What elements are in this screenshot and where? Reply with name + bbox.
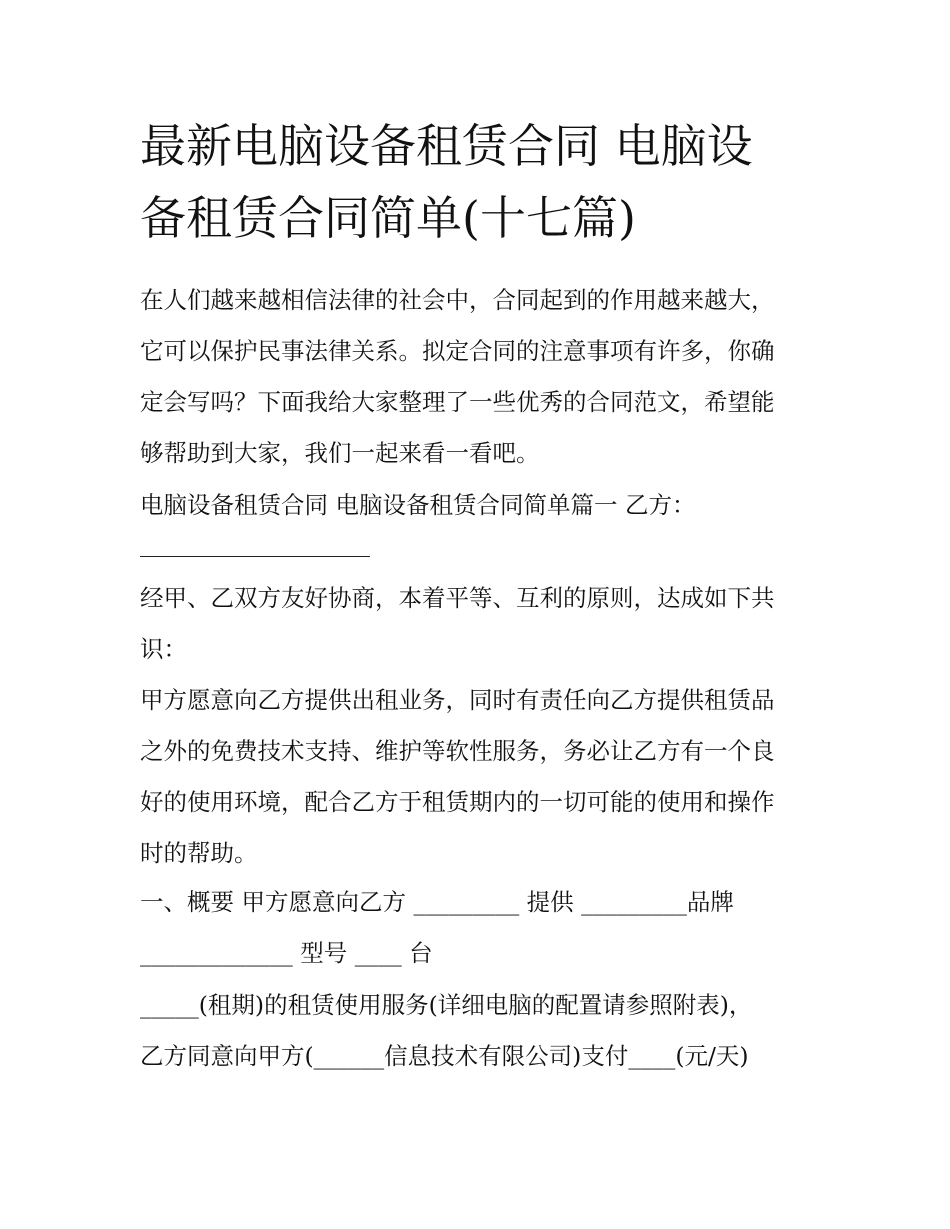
service-line-3: 好的使用环境，配合乙方于租赁期内的一切可能的使用和操作 (140, 788, 775, 816)
intro-line-3: 定会写吗？下面我给大家整理了一些优秀的合同范文，希望能 (140, 388, 775, 416)
section-heading: 电脑设备租赁合同 电脑设备租赁合同简单篇一 乙方： (140, 491, 696, 519)
service-line-1: 甲方愿意向乙方提供出租业务，同时有责任向乙方提供租赁品 (140, 686, 775, 714)
document-title-line-1: 最新电脑设备租赁合同 电脑设 (140, 119, 753, 173)
service-line-2: 之外的免费技术支持、维护等软性服务，务必让乙方有一个良 (140, 737, 775, 765)
service-line-4: 时的帮助。 (140, 839, 258, 867)
intro-line-1: 在人们越来越相信法律的社会中，合同起到的作用越来越大， (140, 286, 775, 314)
summary-line-1: 一、概要 甲方愿意向乙方 _________ 提供 _________品牌 (140, 888, 734, 916)
blank-fill-line (140, 556, 370, 557)
summary-line-4: 乙方同意向甲方(______信息技术有限公司)支付____(元/天) (140, 1042, 749, 1070)
consensus-line-2: 识： (140, 635, 187, 663)
summary-line-3: _____(租期)的租赁使用服务(详细电脑的配置请参照附表)， (140, 991, 753, 1019)
intro-line-2: 它可以保护民事法律关系。拟定合同的注意事项有许多，你确 (140, 337, 775, 365)
consensus-line-1: 经甲、乙双方友好协商，本着平等、互利的原则，达成如下共 (140, 584, 775, 612)
intro-line-4: 够帮助到大家，我们一起来看一看吧。 (140, 439, 540, 467)
document-title-line-2: 备租赁合同简单(十七篇) (140, 191, 636, 245)
summary-line-2: _____________ 型号 ____ 台 (140, 939, 433, 967)
